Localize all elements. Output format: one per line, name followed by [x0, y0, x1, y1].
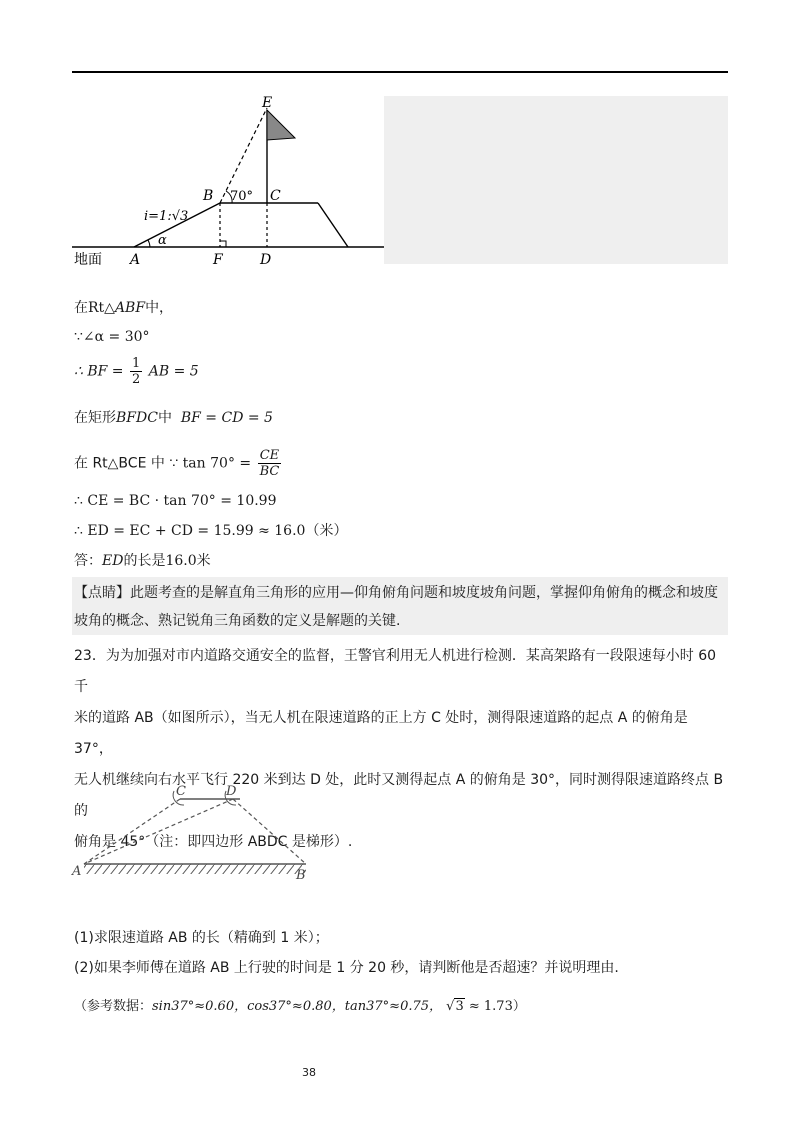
solution-line-3: ∴ BF = $\frac{1}{2}$ AB = 5 — [74, 356, 199, 387]
label-f: F — [213, 252, 223, 268]
reference-data: （参考数据：sin37°≈0.60，cos37°≈0.80，tan37°≈0.75， √3 ≈ 1.73） — [74, 999, 526, 1014]
sightline-db — [233, 799, 306, 864]
angle-alpha-arc — [148, 240, 150, 247]
problem-23-line-1: 23．为为加强对市内道路交通安全的监督，王警官利用无人机进行检测．某高架路有一段限速每小时 60 千 — [74, 648, 717, 695]
label-d2: D — [226, 784, 237, 799]
header-rule — [72, 71, 728, 73]
label-c: C — [270, 188, 281, 204]
label-d: D — [260, 252, 272, 268]
fraction-one-half: $\frac{1}{2}$ — [132, 356, 141, 387]
label-e: E — [262, 95, 273, 111]
sightline-ca — [84, 799, 180, 864]
label-b2: B — [296, 868, 306, 883]
solution-answer: 答：ED的长是16.0米 — [74, 553, 211, 569]
figure-drone-diagram — [70, 775, 320, 885]
fraction-ce-bc: $\frac{CE}{BC}$ — [259, 448, 280, 479]
comment-line-1: 【点睛】此题考查的是解直角三角形的应用—仰角俯角问题和坡度坡角问题，掌握仰角俯角的概念和坡度 — [74, 585, 718, 601]
label-alpha: α — [158, 233, 167, 248]
label-angle-70: 70° — [230, 189, 254, 204]
problem-23-line-3: 无人机继续向右水平飞行 220 米到达 D 处，此时又测得起点 A 的俯角是 30°，同时测得限速道路终点 B 的 — [74, 772, 724, 819]
page-number: 38 — [302, 1066, 316, 1079]
problem-23-line-4: 俯角是 45°（注：即四边形 ABDC 是梯形）. — [74, 834, 353, 850]
label-c2: C — [176, 784, 186, 799]
label-a: A — [130, 252, 141, 268]
solution-line-6: ∴ CE = BC · tan 70° = 10.99 — [74, 493, 277, 509]
label-slope: i=1:√3 — [144, 209, 189, 224]
solution-line-4: 在矩形BFDC中 BF = CD = 5 — [74, 410, 273, 426]
problem-23-line-2: 米的道路 AB（如图所示），当无人机在限速道路的正上方 C 处时，测得限速道路的起点 A 的俯角是 37°， — [74, 710, 688, 757]
question-2: (2)如果李师傅在道路 AB 上行驶的时间是 1 分 20 秒，请判断他是否超速？并说明理由. — [74, 960, 619, 976]
label-ground: 地面 — [74, 252, 102, 268]
label-a2: A — [72, 864, 82, 879]
sightline-da — [84, 799, 233, 864]
flag — [267, 110, 295, 140]
right-angle-mark — [220, 241, 226, 247]
solution-line-5: 在 Rt△BCE 中 ∵ tan 70° = $\frac{CE}{BC}$ — [74, 448, 280, 479]
solution-line-7: ∴ ED = EC + CD = 15.99 ≈ 16.0（米） — [74, 523, 348, 539]
label-b: B — [203, 188, 214, 204]
platform-right-slope — [318, 203, 348, 247]
sqrt-3-approx: √3 ≈ 1.73 — [446, 999, 513, 1014]
ground-hatching — [84, 864, 306, 874]
question-1: (1)求限速道路 AB 的长（精确到 1 米）； — [74, 930, 329, 946]
figure-flagpole-diagram — [70, 90, 390, 270]
comment-line-2: 坡角的概念、熟记锐角三角函数的定义是解题的关键. — [74, 613, 401, 629]
solution-line-2: ∵∠α = 30° — [74, 329, 150, 345]
figure-background-panel — [384, 96, 728, 264]
solution-line-1: 在Rt△ABF中， — [74, 300, 174, 316]
comment-block — [74, 579, 724, 635]
